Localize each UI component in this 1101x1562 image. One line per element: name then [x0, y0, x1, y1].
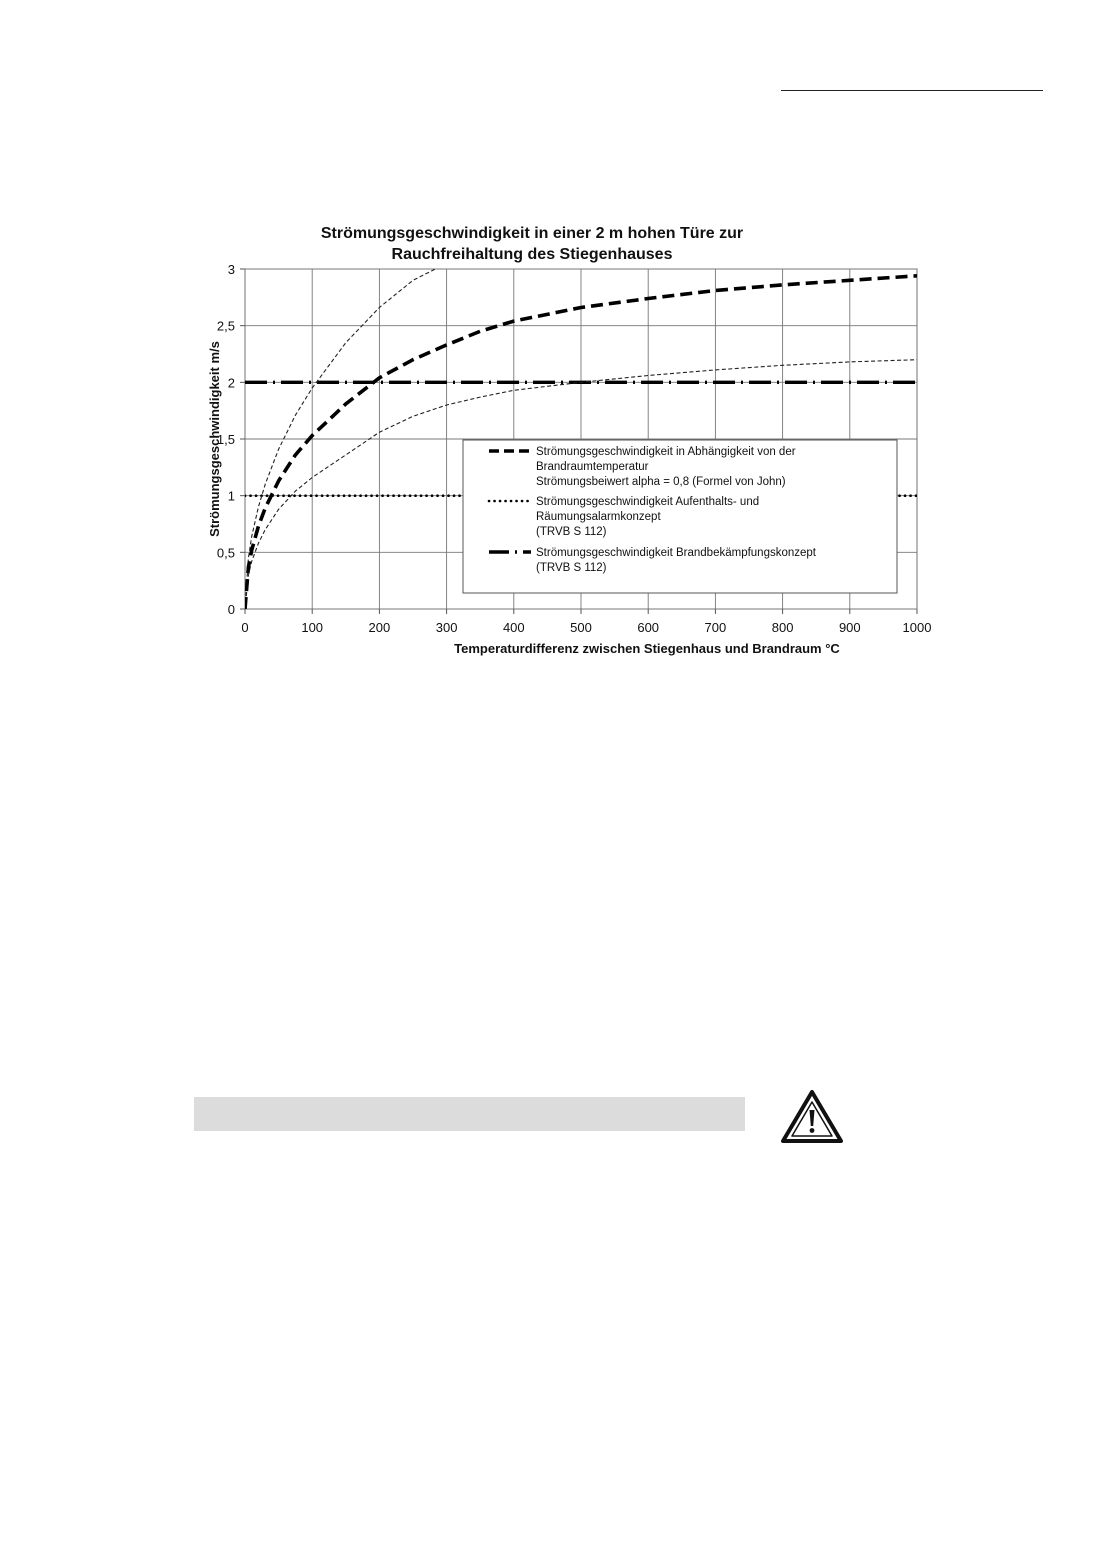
y-tick-label: 2	[227, 375, 235, 391]
chart	[0, 0, 1101, 700]
x-tick-label: 200	[368, 620, 391, 635]
x-tick-label: 0	[241, 620, 249, 635]
chart-title-line: Strömungsgeschwindigkeit in einer 2 m hohen Türe zur	[320, 225, 744, 242]
y-tick-label: 1	[227, 488, 235, 504]
legend-label: (TRVB S 112)	[536, 526, 607, 538]
y-tick-label: 1,5	[216, 432, 235, 447]
legend-label: Strömungsgeschwindigkeit in Abhängigkeit von der	[536, 446, 796, 458]
x-tick-label: 500	[570, 620, 592, 635]
chart-title-line: Rauchfreihaltung des Stiegenhauses	[391, 246, 673, 263]
y-tick-label: 0	[227, 602, 235, 617]
gray-highlight-bar	[194, 1097, 745, 1131]
legend-label: Brandraumtemperatur	[536, 461, 649, 473]
chart-svg	[0, 0, 1101, 700]
x-tick-label: 600	[637, 620, 660, 635]
x-tick-label: 800	[771, 620, 794, 635]
x-tick-label: 700	[704, 620, 727, 635]
chart-title	[321, 225, 743, 263]
x-tick-label: 400	[502, 620, 525, 635]
legend-label: Strömungsgeschwindigkeit Brandbekämpfungskonzept	[536, 547, 816, 559]
x-tick-label: 1000	[902, 620, 932, 635]
warning-triangle-icon	[780, 1088, 844, 1144]
x-tick-label: 100	[301, 620, 324, 635]
x-tick-label: 900	[838, 620, 861, 635]
legend-label: Räumungsalarmkonzept	[536, 511, 661, 523]
legend-label: (TRVB S 112)	[536, 562, 607, 574]
legend-box	[463, 440, 897, 593]
y-tick-label: 0,5	[216, 545, 235, 561]
legend-label: Strömungsgeschwindigkeit Aufenthalts- und	[536, 496, 760, 508]
x-axis-label: Temperaturdifferenz zwischen Stiegenhaus und Brandraum °C	[454, 641, 840, 656]
legend-label: Strömungsbeiwert alpha = 0,8 (Formel von John)	[536, 476, 786, 488]
y-axis-label: Strömungsgeschwindigkeit m/s	[207, 341, 222, 537]
y-tick-label: 3	[227, 262, 235, 277]
y-tick-label: 2,5	[216, 318, 235, 334]
chart-legend	[463, 440, 897, 593]
x-tick-label: 300	[435, 620, 458, 635]
